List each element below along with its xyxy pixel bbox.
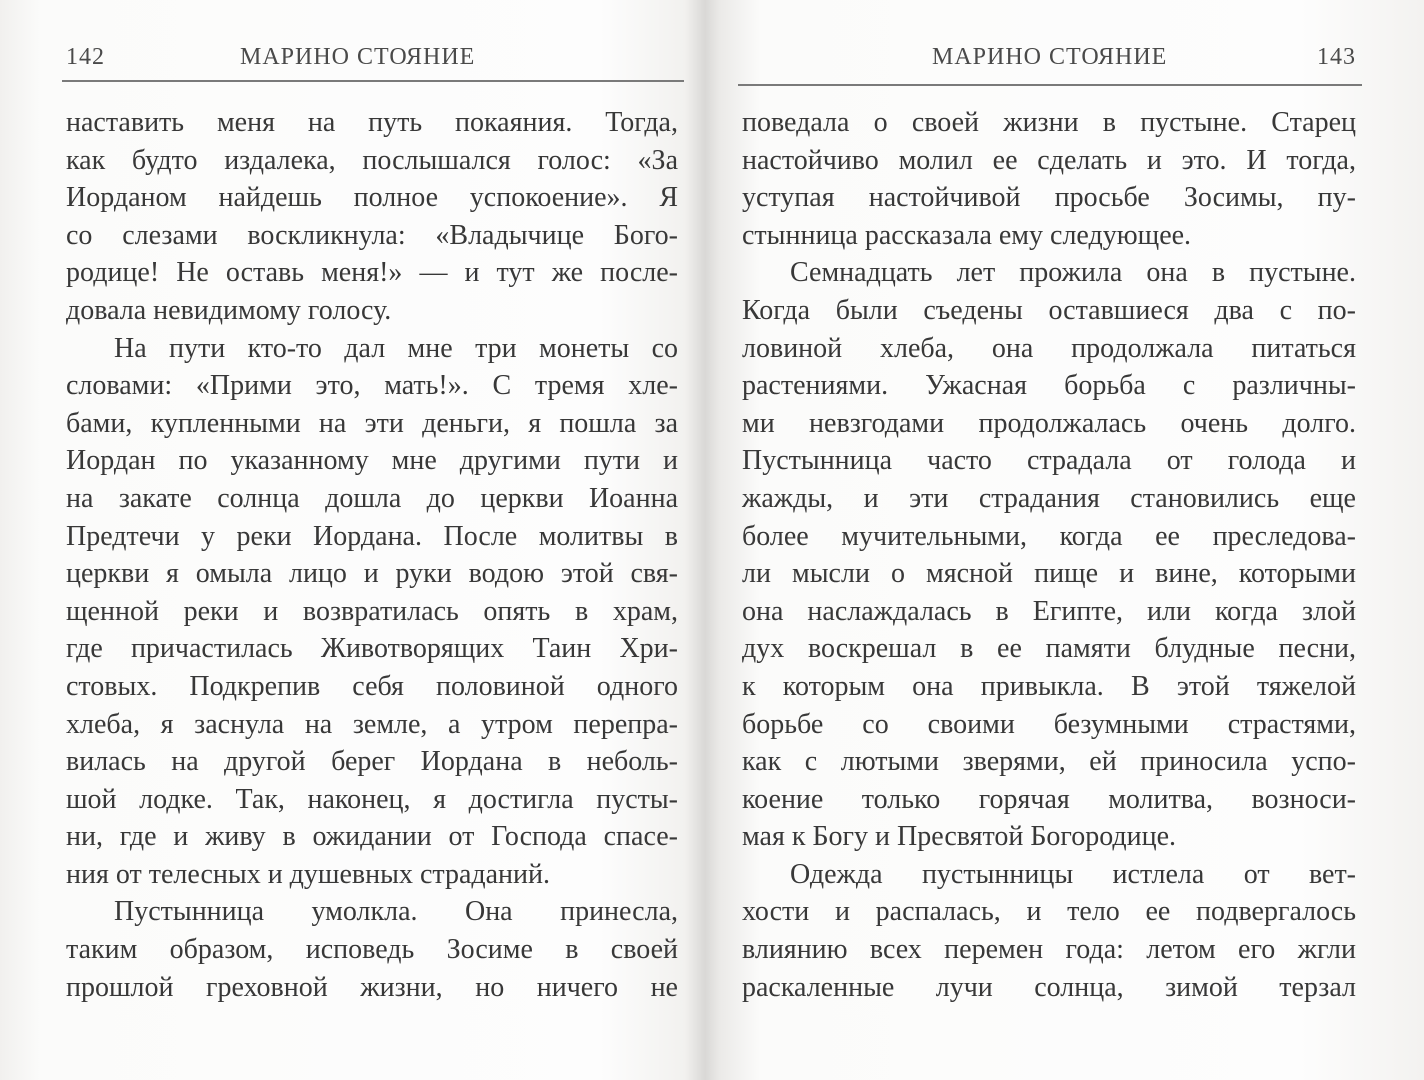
text-line: ми невзгодами продолжалась очень долго. [742,407,1356,439]
text-line: со слезами воскликнула: «Владычице Бого- [66,219,678,251]
header-rule [62,80,684,82]
text-line: шой лодке. Так, наконец, я достигла пусты- [66,783,678,815]
page-number: 142 [66,44,105,70]
text-line: как будто издалека, послышался голос: «За [66,144,678,176]
running-title: МАРИНО СТОЯНИЕ [240,44,476,70]
text-line: хлеба, я заснула на земле, а утром перепра- [66,708,678,740]
text-line: родице! Не оставь меня!» — и тут же после- [66,257,678,289]
text-line: борьбе со своими безумными страстями, [742,708,1356,740]
text-line: как с лютыми зверями, ей приносила успо- [742,746,1356,778]
text-line: щенной реки и возвратилась опять в храм, [66,595,678,627]
right-page-body [742,104,1356,1006]
text-line: влиянию всех перемен года: летом его жгли [742,934,1356,966]
text-line: стовых. Подкрепив себя половиной одного [66,670,678,702]
text-line: Пустынница умолкла. Она принесла, [114,896,678,928]
text-line: коение только горячая молитва, возноси- [742,783,1356,815]
text-line: стынница рассказала ему следующее. [742,219,1192,251]
text-line: Пустынница часто страдала от голода и [742,445,1356,477]
text-line: Семнадцать лет прожила она в пустыне. [790,257,1356,289]
text-line: прошлой греховной жизни, но ничего не [66,971,678,1003]
text-line: ния от телесных и душевных страданий. [66,858,550,890]
text-line: ли мысли о мясной пище и вине, которыми [742,558,1356,590]
text-line: Предтечи у реки Иордана. После молитвы в [66,520,678,552]
text-line: к которым она привыкла. В этой тяжелой [742,670,1356,702]
text-line: где причастилась Животворящих Таин Хри- [66,633,678,665]
text-line: Когда были съедены оставшиеся два с по- [742,294,1356,326]
text-line: бами, купленными на эти деньги, я пошла за [66,407,678,439]
text-line: На пути кто-то дал мне три монеты со [114,332,678,364]
text-line: словами: «Прими это, мать!». С тремя хле- [66,370,678,402]
text-line: дух воскрешал в ее памяти блудные песни, [742,633,1356,665]
text-line: она наслаждалась в Египте, или когда злой [742,595,1356,627]
text-line: довала невидимому голосу. [66,294,392,326]
text-line: поведала о своей жизни в пустыне. Старец [742,107,1356,138]
left-page [66,0,678,1080]
text-line: наставить меня на путь покаяния. Тогда, [66,107,678,138]
header-rule [738,84,1362,86]
text-line: хости и распалась, и тело ее подвергалось [742,896,1356,928]
text-line: ловиной хлеба, она продолжала питаться [742,332,1356,364]
running-title: МАРИНО СТОЯНИЕ [932,44,1168,70]
text-line: Иордан по указанному мне другими пути и [66,445,678,477]
text-line: Одежда пустынницы истлела от вет- [790,858,1356,890]
text-line: более мучительными, когда ее преследова- [742,520,1356,552]
text-line: ни, где и живу в ожидании от Господа спасе- [66,821,678,853]
text-line: уступая настойчивой просьбе Зосимы, пу- [742,182,1356,214]
left-page-body [66,104,678,1006]
page-number: 143 [1317,44,1356,70]
text-line: настойчиво молил ее сделать и это. И тогда, [742,144,1356,176]
text-line: раскаленные лучи солнца, зимой терзал [742,971,1356,1003]
text-line: мая к Богу и Пресвятой Богородице. [742,821,1177,853]
text-line: церкви я омыла лицо и руки водою этой свя- [66,558,678,590]
right-page [742,0,1356,1080]
text-line: Иорданом найдешь полное успокоение». Я [66,182,678,214]
text-line: растениями. Ужасная борьба с различны- [742,370,1356,402]
right-page-header [742,40,1356,80]
text-line: жажды, и эти страдания становились еще [742,482,1356,514]
left-page-header [66,40,678,80]
text-line: вилась на другой берег Иордана в неболь- [66,746,678,778]
text-line: на закате солнца дошла до церкви Иоанна [66,482,678,514]
text-line: таким образом, исповедь Зосиме в своей [66,934,678,966]
